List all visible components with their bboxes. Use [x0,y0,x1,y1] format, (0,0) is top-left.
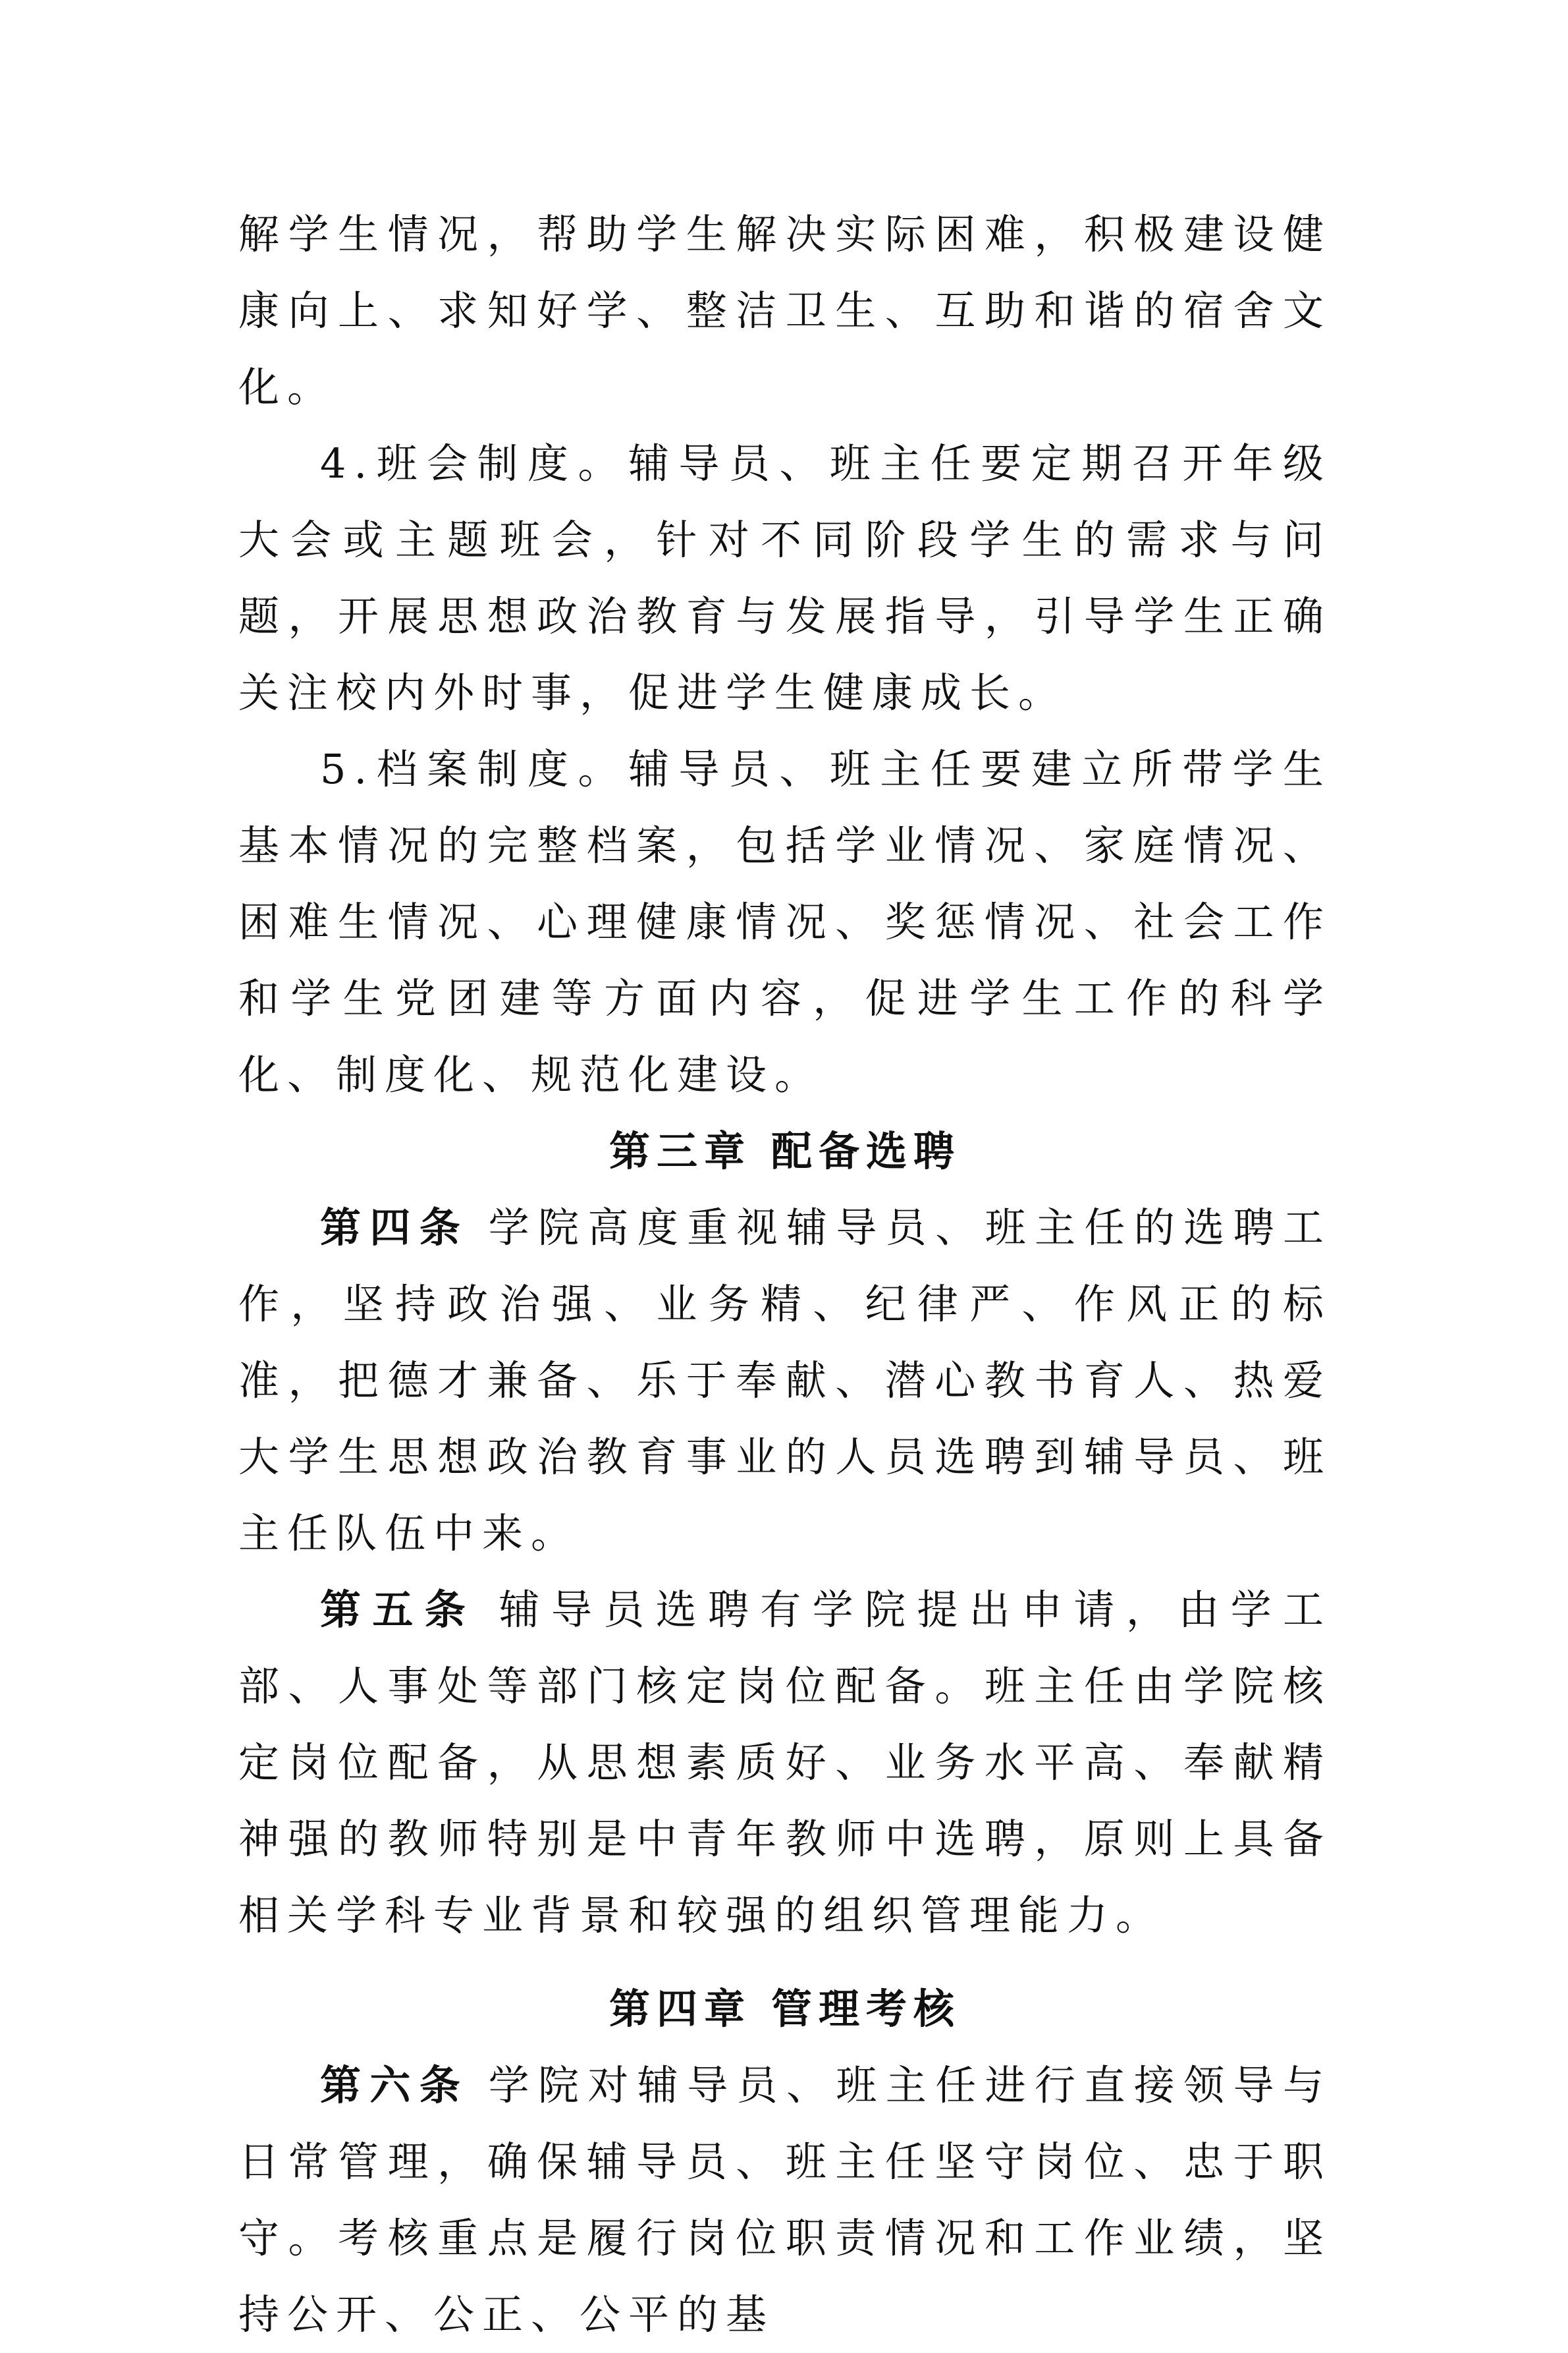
article-four-label: 第四条 [320,1204,470,1252]
paragraph-archive-system: 5.档案制度。辅导员、班主任要建立所带学生基本情况的完整档案，包括学业情况、家庭情况、困难生情况、心理健康情况、奖惩情况、社会工作和学生党团建等方面内容，促进学生工作的科学化、制度化、规范化建设。 [238,745,1332,1099]
article-six [238,2047,1332,2353]
paragraph-dormitory-continued: 解学生情况，帮助学生解决实际困难，积极建设健康向上、求知好学、整洁卫生、互助和谐的宿舍文化。 [238,210,1332,411]
article-five-label: 第五条 [320,1586,477,1634]
article-four [238,1190,1332,1572]
chapter-four-title: 管理考核 [771,1985,961,2033]
article-four-text: 学院高度重视辅导员、班主任的选聘工作，坚持政治强、业务精、纪律严、作风正的标准，把德才兼备、乐于奉献、潜心教书育人、热爱大学生思想政治教育事业的人员选聘到辅导员、班主任队伍中来。 [238,1204,1332,1557]
document-body [238,196,1332,2353]
article-five [238,1572,1332,1954]
chapter-three-title: 配备选聘 [771,1127,961,1175]
chapter-four-number: 第四章 [608,1985,751,2033]
article-six-text: 学院对辅导员、班主任进行直接领导与日常管理，确保辅导员、班主任坚守岗位、忠于职守。考核重点是履行岗位职责情况和工作业绩，坚持公开、公正、公平的基 [238,2061,1332,2339]
chapter-three-heading [238,1113,1332,1190]
paragraph-class-meeting-system: 4.班会制度。辅导员、班主任要定期召开年级大会或主题班会，针对不同阶段学生的需求与问题，开展思想政治教育与发展指导，引导学生正确关注校内外时事，促进学生健康成长。 [238,439,1332,717]
chapter-three-number: 第三章 [608,1127,751,1175]
article-six-label: 第六条 [320,2061,470,2109]
article-five-text: 辅导员选聘有学院提出申请，由学工部、人事处等部门核定岗位配备。班主任由学院核定岗位配备，从思想素质好、业务水平高、奉献精神强的教师特别是中青年教师中选聘，原则上具备相关学科专业背景和较强的组织管理能力。 [238,1586,1332,1939]
chapter-four-heading [238,1971,1332,2047]
